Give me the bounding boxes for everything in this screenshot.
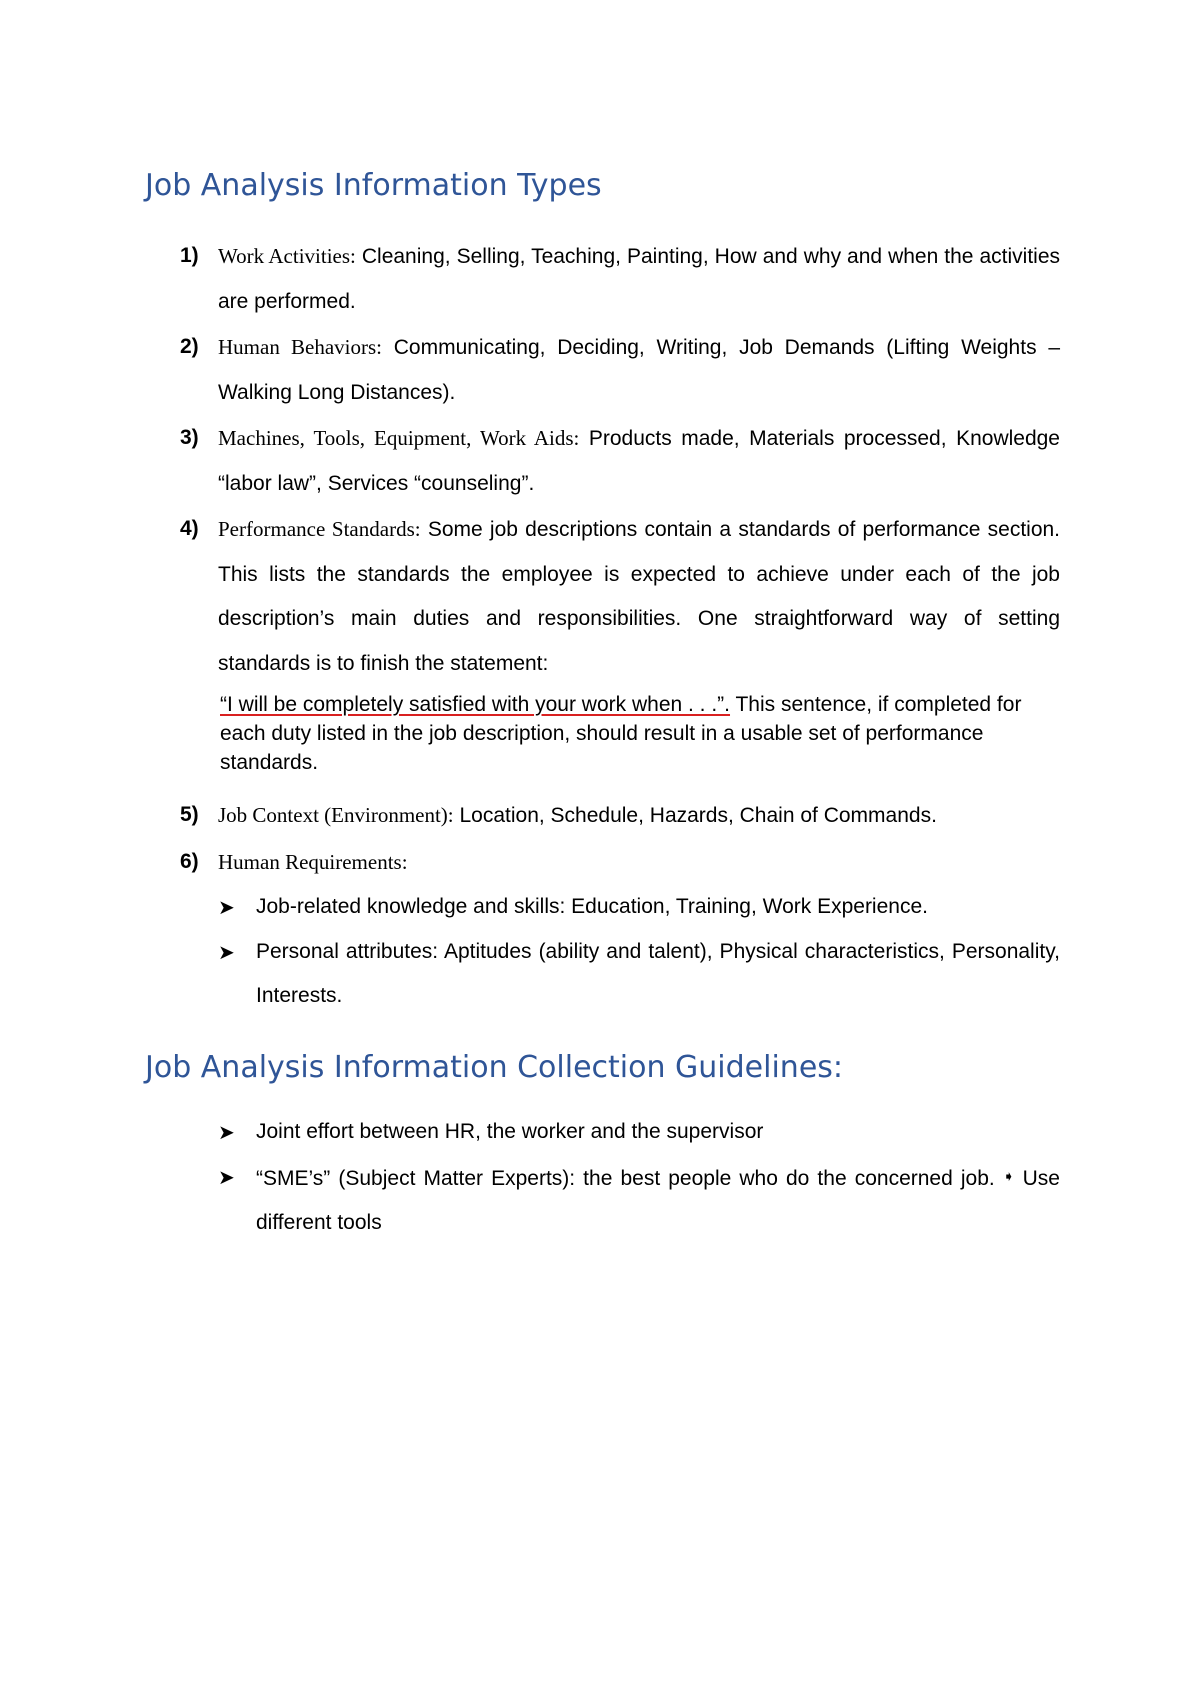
arrowhead-bullet-icon: ➤ — [218, 1164, 235, 1189]
item-number: 6) — [180, 849, 199, 873]
item-number: 5) — [180, 803, 199, 826]
arrowhead-bullet-icon: ➤ — [218, 939, 235, 964]
section-heading-guidelines: Job Analysis Information Collection Guidelines: — [145, 1050, 844, 1085]
item-number: 2) — [180, 335, 199, 358]
sublist-text: Job-related knowledge and skills: Education, Training, Work Experience. — [256, 895, 928, 918]
sublist-item-attributes — [218, 930, 1060, 1019]
item-number: 3) — [180, 426, 199, 449]
quote-rest: This sentence, if completed for each duty listed in the job description, should result in a usable set of performance standards. — [220, 693, 1022, 774]
quote-paragraph — [218, 690, 1060, 777]
item-text: Location, Schedule, Hazards, Chain of Commands. — [453, 804, 937, 827]
guideline-text: “SME’s” (Subject Matter Experts): the best people who do the concerned job. — [256, 1166, 995, 1190]
underlined-quote: “I will be completely satisfied with your work when . . .”. — [220, 693, 731, 716]
list-item-work-activities — [180, 234, 1060, 324]
small-glyph-icon: ➧ — [1002, 1168, 1015, 1185]
list-item-human-behaviors — [180, 325, 1060, 415]
arrowhead-bullet-icon: ➤ — [218, 895, 235, 919]
guidelines-list — [218, 1110, 1060, 1246]
sublist-item-knowledge — [218, 885, 1060, 930]
item-text: Communicating, Deciding, Writing, Job Demands (Lifting Weights – Walking Long Distances). — [218, 336, 1060, 404]
guideline-item-joint-effort — [218, 1110, 1060, 1155]
item-label: Human Behaviors: — [218, 335, 382, 359]
item-text: Some job descriptions contain a standards of performance section. This lists the standards the employee is expected to achieve under each of the job description’s main duties and responsibilities. One straightforward way of setting standards is to finish the statement: — [218, 518, 1061, 675]
item-text: Products made, Materials processed, Knowledge “labor law”, Services “counseling”. — [218, 427, 1060, 495]
item-number: 1) — [180, 244, 199, 267]
list-item-job-context — [180, 793, 1060, 839]
item-label: Performance Standards: — [218, 517, 421, 541]
item-number: 4) — [180, 517, 199, 540]
arrowhead-bullet-icon: ➤ — [218, 1120, 235, 1144]
item-text: Cleaning, Selling, Teaching, Painting, How and why and when the activities are performed. — [218, 245, 1060, 313]
item-label: Machines, Tools, Equipment, Work Aids: — [218, 426, 580, 450]
guideline-item-sme — [218, 1155, 1060, 1246]
guideline-continuation: Use different tools — [256, 1166, 1060, 1234]
item-label: Job Context (Environment): — [218, 803, 454, 827]
item-label: Human Requirements: — [218, 849, 408, 874]
section-heading-types: Job Analysis Information Types — [145, 168, 602, 203]
guideline-text: Joint effort between HR, the worker and the supervisor — [256, 1120, 764, 1143]
list-item-machines-tools — [180, 416, 1060, 506]
requirements-sublist — [218, 885, 1060, 1019]
item-label: Work Activities: — [218, 244, 356, 268]
list-item-performance-standards — [180, 507, 1060, 777]
list-item-human-requirements — [180, 840, 1060, 1019]
sublist-text: Personal attributes: Aptitudes (ability and talent), Physical characteristics, Personality, Interests. — [256, 939, 1060, 1007]
information-types-list — [180, 234, 1060, 1020]
